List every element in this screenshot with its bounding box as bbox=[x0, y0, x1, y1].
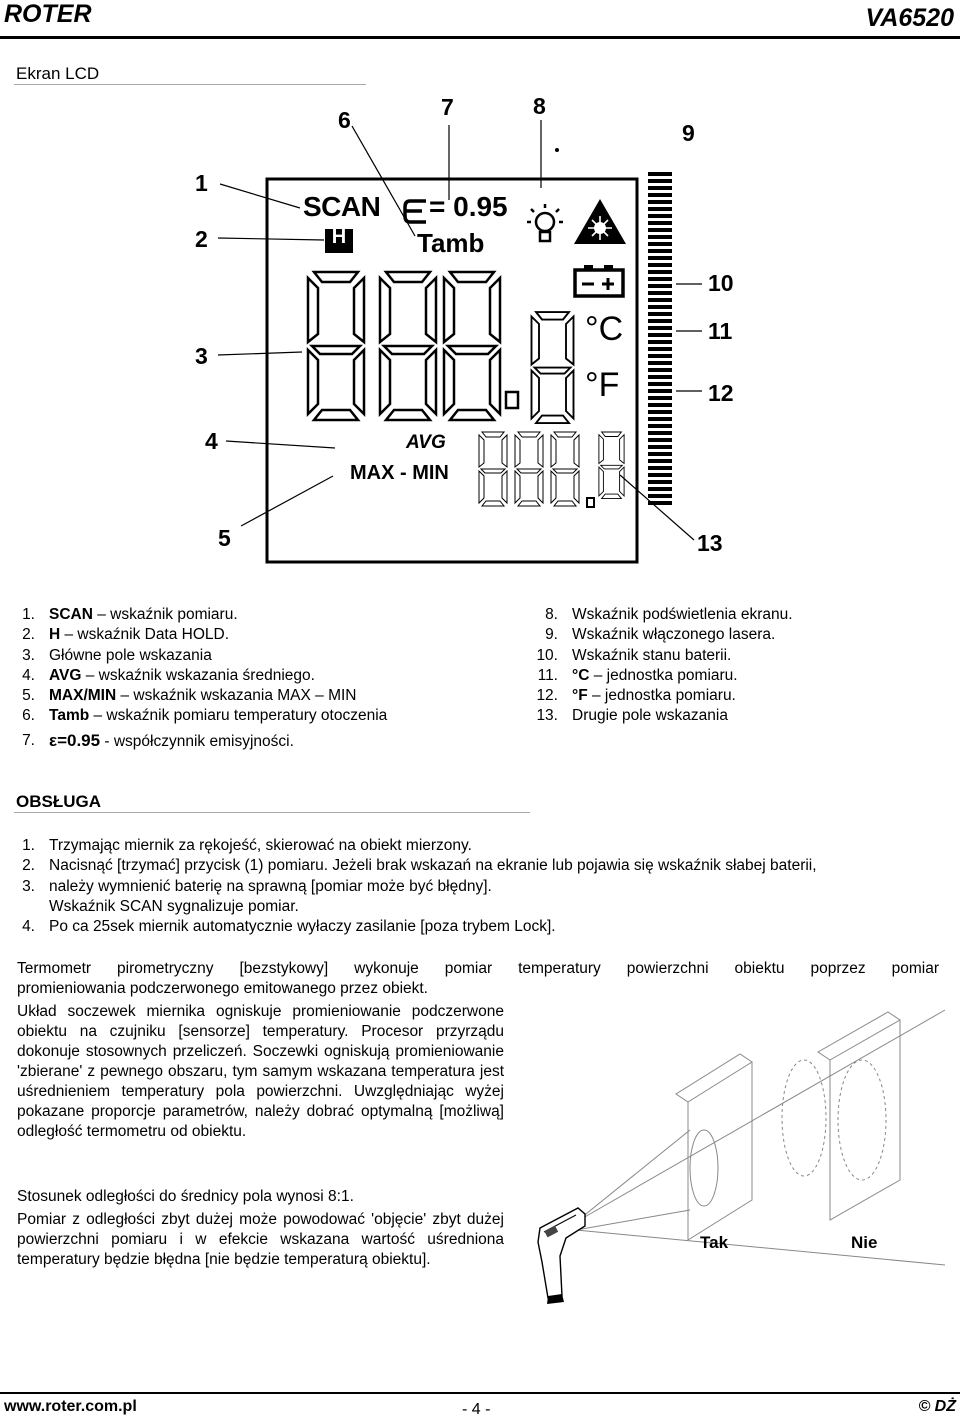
operation-steps bbox=[16, 836, 956, 937]
callout-9: 9 bbox=[682, 120, 695, 146]
operation-underline bbox=[14, 812, 530, 813]
callout-3: 3 bbox=[195, 343, 208, 369]
lcd-section-underline bbox=[14, 84, 366, 85]
model-name: VA6520 bbox=[865, 4, 954, 32]
step-item: 3. należy wymnienić baterię na sprawną [pomiar może być błędny]. bbox=[22, 877, 492, 895]
legend-item: 13. Drugie pole wskazania bbox=[536, 707, 728, 725]
lcd-celsius-label: °C bbox=[585, 310, 624, 348]
lcd-avg-label: AVG bbox=[406, 432, 446, 453]
footer-copyright: © DŻ bbox=[918, 1398, 956, 1415]
spot-size-figure bbox=[520, 1005, 960, 1305]
brand-name: ROTER bbox=[4, 0, 92, 28]
legend-item: 8. Wskaźnik podświetlenia ekranu. bbox=[545, 606, 793, 623]
legend-item: 1. SCAN – wskaźnik pomiaru. bbox=[22, 606, 238, 623]
step-item: 4. Po ca 25sek miernik automatycznie wyłaczy zasilanie [poza trybem Lock]. bbox=[22, 918, 556, 936]
legend-item: 9. Wskaźnik włączonego lasera. bbox=[545, 626, 776, 644]
header-divider bbox=[0, 36, 960, 39]
legend-item: 4. AVG – wskaźnik wskazania średniego. bbox=[22, 666, 315, 684]
callout-13: 13 bbox=[697, 530, 723, 556]
operation-title: OBSŁUGA bbox=[16, 792, 101, 811]
lcd-fahrenheit-label: °F bbox=[585, 366, 620, 404]
lcd-hold-label: H bbox=[331, 226, 347, 248]
epsilon-icon bbox=[405, 201, 426, 222]
step-item: 2. Nacisnąć [trzymać] przycisk (1) pomiaru. Jeżeli brak wskazań na ekranie lub pojawia się wskaźnik słabej baterii, bbox=[22, 857, 817, 875]
paragraph-4: Pomiar z odległości zbyt dużej może powodować 'objęcie' zbyt dużej powierzchni pomiaru i w efekcie wskazana wartość uśredniona temperatury będzie błędna [nie będzie temperaturą obiektu]. bbox=[17, 1211, 504, 1268]
paragraph-2: Układ soczewek miernika ogniskuje promieniowanie podczerwone obiektu na czujniku [sensorze] temperatury. Procesor przyrządu dokonuje stosownych przeliczeń. Soczewki ogniskują promieniowanie 'zbierane' z pewnego obszaru, tym samym wskazana temperatura jest uśrednieniem temperatury pola powierzchni. Uwzględniając wyżej pokazane proporcje parametrów, należy dobrać optymalną [możliwą] odległość termometru od obiektu. bbox=[17, 1003, 504, 1140]
callout-11: 11 bbox=[708, 318, 733, 344]
step-item: Wskaźnik SCAN sygnalizuje pomiar. bbox=[49, 897, 299, 915]
footer-divider bbox=[0, 1392, 960, 1394]
legend-item: 7. ε=0.95 - współczynnik emisyjności. bbox=[22, 730, 294, 750]
lcd-diagram bbox=[0, 88, 960, 568]
legend-item: 2. H – wskaźnik Data HOLD. bbox=[22, 626, 230, 644]
legend-item: 5. MAX/MIN – wskaźnik wskazania MAX – MIN bbox=[22, 687, 357, 705]
secondary-display-digits bbox=[479, 432, 624, 507]
legend-item: 3. Główne pole wskazania bbox=[22, 646, 212, 664]
backlight-icon bbox=[527, 204, 563, 241]
paragraph-1-line-1: Termometr pirometryczny [bezstykowy] wykonuje pomiar temperatury powierzchni obiektu poprzez pomiar bbox=[17, 960, 939, 977]
callout-10: 10 bbox=[708, 270, 734, 296]
legend-left bbox=[16, 605, 496, 752]
legend-right bbox=[528, 605, 928, 727]
laser-icon bbox=[574, 199, 626, 244]
step-item: 1. Trzymając miernik za rękojeść, skierować na obiekt mierzony. bbox=[22, 837, 472, 854]
paragraph-3: Stosunek odległości do średnicy pola wynosi 8:1. bbox=[17, 1188, 354, 1205]
label-no: Nie bbox=[851, 1233, 878, 1252]
callout-2: 2 bbox=[195, 226, 208, 252]
footer-url: www.roter.com.pl bbox=[4, 1398, 137, 1415]
footer-page-number: - 4 - bbox=[462, 1401, 491, 1418]
callout-12: 12 bbox=[708, 380, 734, 406]
label-yes: Tak bbox=[700, 1233, 729, 1252]
callout-1: 1 bbox=[195, 170, 208, 196]
lcd-maxmin-label: MAX - MIN bbox=[350, 462, 449, 484]
callout-4: 4 bbox=[205, 428, 218, 454]
lcd-emissivity-label: = 0.95 bbox=[429, 191, 508, 222]
dot-mark bbox=[555, 148, 559, 152]
bargraph bbox=[648, 172, 672, 505]
callout-8: 8 bbox=[533, 93, 546, 119]
callout-lines bbox=[218, 120, 702, 540]
paragraph-1-line-2: promieniowania podczerwonego emitowanego przez obiekt. bbox=[17, 980, 428, 997]
battery-icon bbox=[575, 265, 623, 296]
callout-6: 6 bbox=[338, 107, 351, 133]
spot-size-svg bbox=[520, 1005, 960, 1305]
legend-item: 12. °F – jednostka pomiaru. bbox=[536, 687, 736, 705]
legend-item: 6. Tamb – wskaźnik pomiaru temperatury otoczenia bbox=[22, 707, 388, 725]
main-display-digits bbox=[308, 272, 574, 423]
lcd-section-title: Ekran LCD bbox=[16, 64, 100, 83]
thermometer-gun bbox=[538, 1208, 585, 1304]
lcd-tamb-label: Tamb bbox=[417, 228, 485, 258]
callout-7: 7 bbox=[441, 94, 454, 120]
lcd-scan-label: SCAN bbox=[303, 191, 381, 222]
lcd-diagram-svg bbox=[0, 88, 960, 568]
legend-item: 10. Wskaźnik stanu baterii. bbox=[536, 646, 732, 664]
legend-item: 11. °C – jednostka pomiaru. bbox=[537, 666, 738, 684]
callout-5: 5 bbox=[218, 525, 231, 551]
